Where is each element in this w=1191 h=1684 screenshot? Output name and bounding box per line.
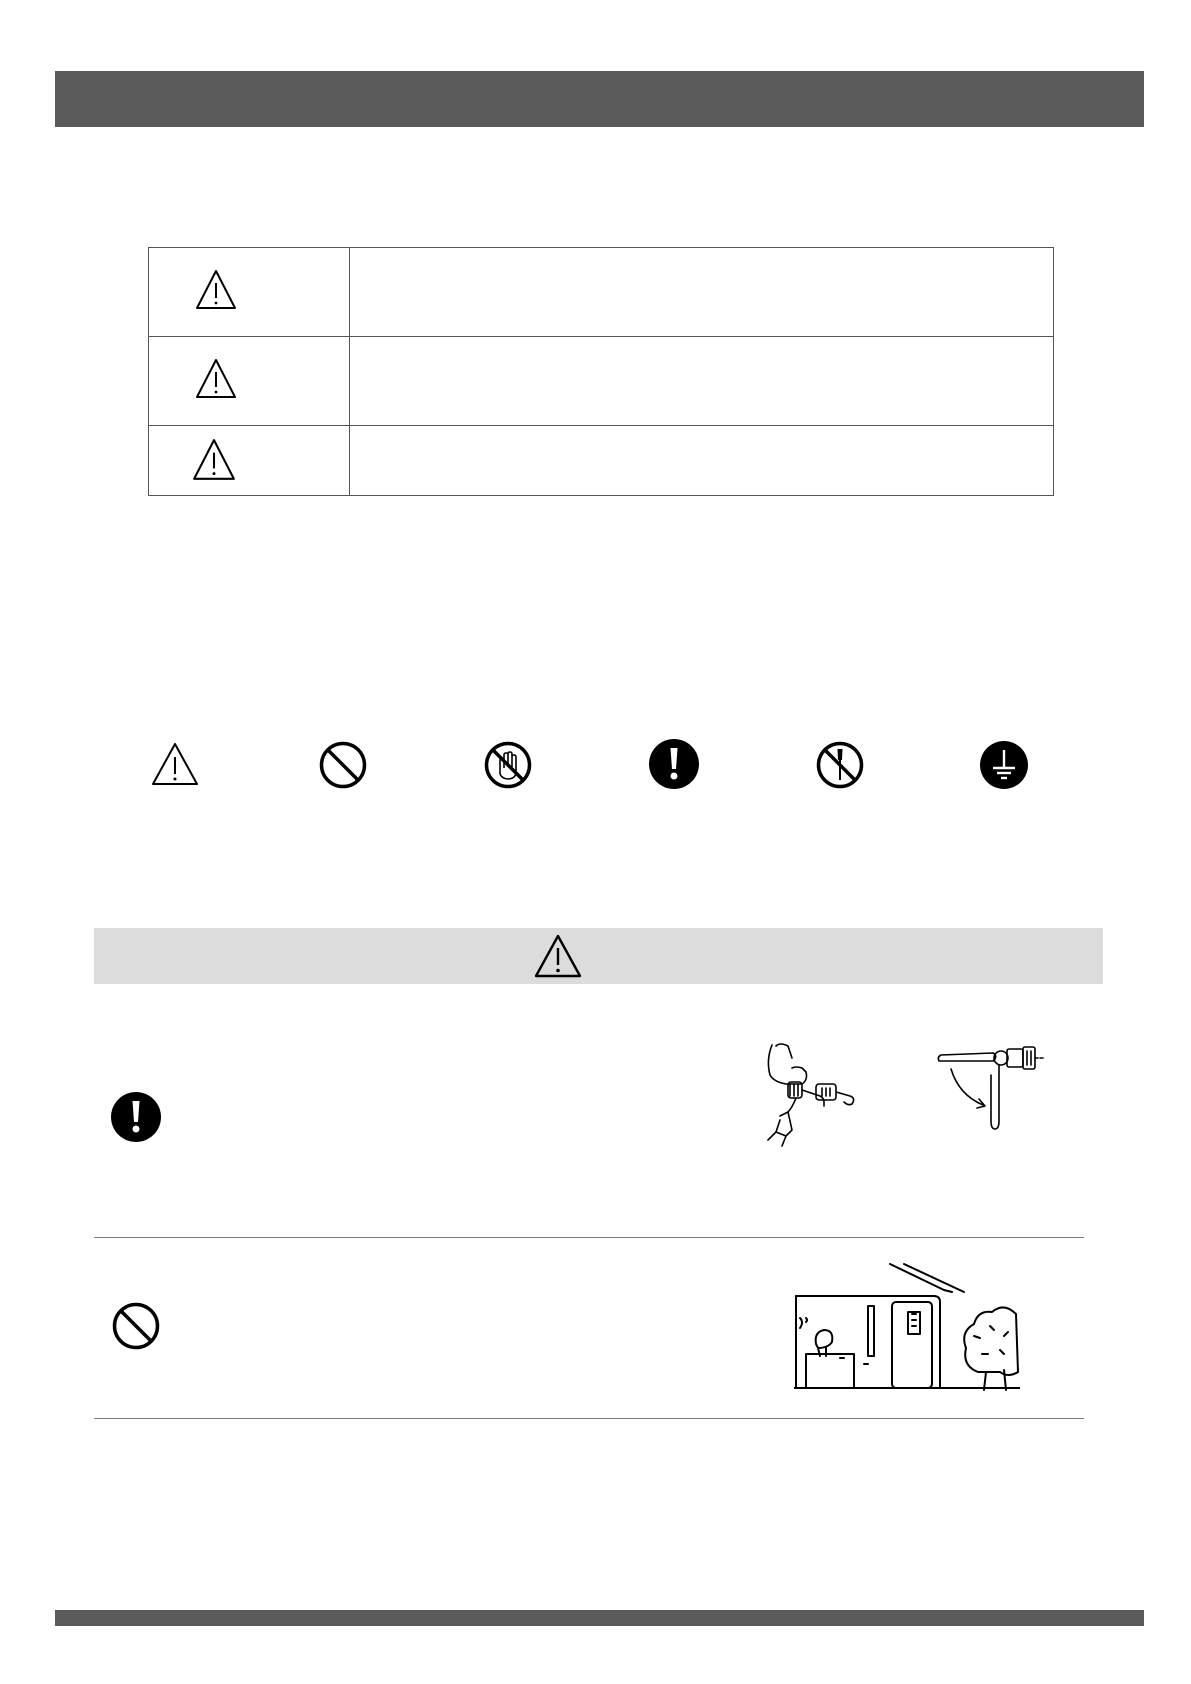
hazard-row — [149, 248, 1053, 337]
footer-bar — [55, 1610, 1144, 1626]
header-bar — [55, 71, 1144, 127]
hazard-row — [149, 337, 1053, 426]
hazard-icon-cell — [149, 248, 350, 336]
faucet-hand-illustration — [762, 1040, 864, 1152]
caution-triangle-icon — [150, 741, 200, 787]
warning-triangle-icon — [194, 357, 238, 401]
mandatory-action-icon — [110, 1091, 162, 1143]
section-divider — [94, 1418, 1084, 1419]
section-divider — [94, 1237, 1084, 1238]
mandatory-action-icon — [648, 738, 700, 790]
do-not-touch-icon — [483, 740, 533, 790]
warning-banner — [94, 928, 1103, 984]
hazard-row — [149, 426, 1053, 495]
warning-triangle-icon — [194, 268, 238, 312]
house-scene-illustration — [794, 1262, 1020, 1394]
prohibition-icon — [111, 1301, 161, 1351]
prohibition-icon — [318, 740, 368, 790]
ground-icon — [979, 740, 1029, 790]
hazard-level-table — [148, 247, 1054, 496]
faucet-handle-illustration — [935, 1045, 1047, 1135]
warning-triangle-icon — [191, 437, 237, 483]
do-not-disassemble-icon — [815, 740, 865, 790]
hazard-icon-cell — [149, 337, 350, 425]
warning-triangle-icon — [533, 933, 583, 979]
hazard-icon-cell — [149, 426, 350, 495]
